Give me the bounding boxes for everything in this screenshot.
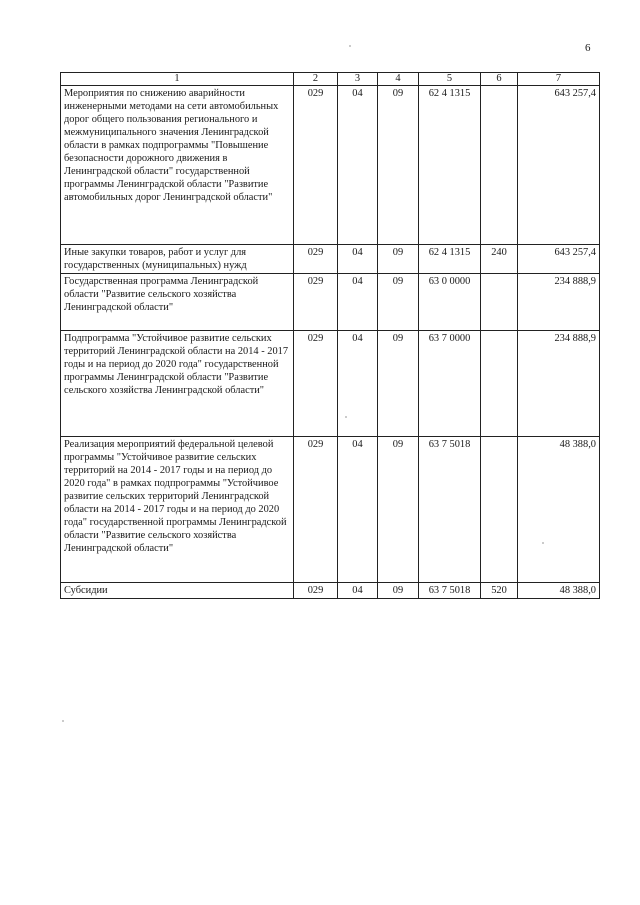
cell-section: 04 <box>338 583 378 599</box>
cell-section: 04 <box>338 437 378 583</box>
row-name: Иные закупки товаров, работ и услуг для государственных (муниципальных) нужд <box>61 245 294 274</box>
scan-speck <box>542 542 544 544</box>
cell-expense-type <box>481 274 518 331</box>
table-row <box>61 86 600 245</box>
cell-target-article: 62 4 1315 <box>419 86 481 245</box>
column-header: 4 <box>378 73 419 86</box>
cell-subsection: 09 <box>378 86 419 245</box>
cell-section: 04 <box>338 86 378 245</box>
cell-expense-type: 520 <box>481 583 518 599</box>
cell-amount: 48 388,0 <box>518 437 600 583</box>
cell-ministry-code: 029 <box>294 331 338 437</box>
cell-amount: 48 388,0 <box>518 583 600 599</box>
cell-subsection: 09 <box>378 331 419 437</box>
column-header: 7 <box>518 73 600 86</box>
row-name: Подпрограмма "Устойчивое развитие сельских территорий Ленинградской области на 2014 - 2017 годы и на период до 2020 года" государственной программы Ленинградской области "Развитие сельского хозяйства Ленинградской области" <box>61 331 294 437</box>
cell-subsection: 09 <box>378 583 419 599</box>
table-row <box>61 331 600 437</box>
cell-amount: 643 257,4 <box>518 245 600 274</box>
cell-subsection: 09 <box>378 437 419 583</box>
row-name: Реализация мероприятий федеральной целевой программы "Устойчивое развитие сельских территорий на 2014 - 2017 годы и на период до 2020 года" в рамках подпрограммы "Устойчивое развитие сельских территорий Ленинградской области на 2014 - 2017 годы и на период до 2020 года" государственной программы Ленинградской области "Развитие сельского хозяйства Ленинградской области" <box>61 437 294 583</box>
table-row <box>61 437 600 583</box>
scan-speck <box>349 45 351 47</box>
cell-subsection: 09 <box>378 274 419 331</box>
scan-speck <box>345 416 347 418</box>
cell-amount: 234 888,9 <box>518 274 600 331</box>
cell-subsection: 09 <box>378 245 419 274</box>
cell-section: 04 <box>338 245 378 274</box>
table-row <box>61 245 600 274</box>
cell-expense-type <box>481 331 518 437</box>
page-number: 6 <box>585 42 591 54</box>
column-header: 5 <box>419 73 481 86</box>
cell-expense-type: 240 <box>481 245 518 274</box>
column-header: 3 <box>338 73 378 86</box>
row-name: Субсидии <box>61 583 294 599</box>
cell-target-article: 62 4 1315 <box>419 245 481 274</box>
cell-target-article: 63 7 5018 <box>419 583 481 599</box>
cell-target-article: 63 7 5018 <box>419 437 481 583</box>
cell-amount: 234 888,9 <box>518 331 600 437</box>
scan-speck <box>62 720 64 722</box>
budget-table <box>60 72 600 599</box>
row-name: Мероприятия по снижению аварийности инженерными методами на сети автомобильных дорог общего пользования регионального и межмуниципального значения Ленинградской области в рамках подпрограммы "Повышение безопасности дорожного движения в Ленинградской области" государственной программы Ленинградской области "Развитие автомобильных дорог Ленинградской области" <box>61 86 294 245</box>
table-row <box>61 274 600 331</box>
table-row <box>61 583 600 599</box>
cell-target-article: 63 0 0000 <box>419 274 481 331</box>
cell-ministry-code: 029 <box>294 437 338 583</box>
column-header: 1 <box>61 73 294 86</box>
row-name: Государственная программа Ленинградской области "Развитие сельского хозяйства Ленинградской области" <box>61 274 294 331</box>
cell-ministry-code: 029 <box>294 274 338 331</box>
cell-ministry-code: 029 <box>294 583 338 599</box>
cell-ministry-code: 029 <box>294 86 338 245</box>
column-header: 6 <box>481 73 518 86</box>
cell-amount: 643 257,4 <box>518 86 600 245</box>
cell-target-article: 63 7 0000 <box>419 331 481 437</box>
cell-section: 04 <box>338 331 378 437</box>
header-row <box>61 73 600 86</box>
cell-section: 04 <box>338 274 378 331</box>
column-header: 2 <box>294 73 338 86</box>
cell-expense-type <box>481 86 518 245</box>
cell-expense-type <box>481 437 518 583</box>
cell-ministry-code: 029 <box>294 245 338 274</box>
